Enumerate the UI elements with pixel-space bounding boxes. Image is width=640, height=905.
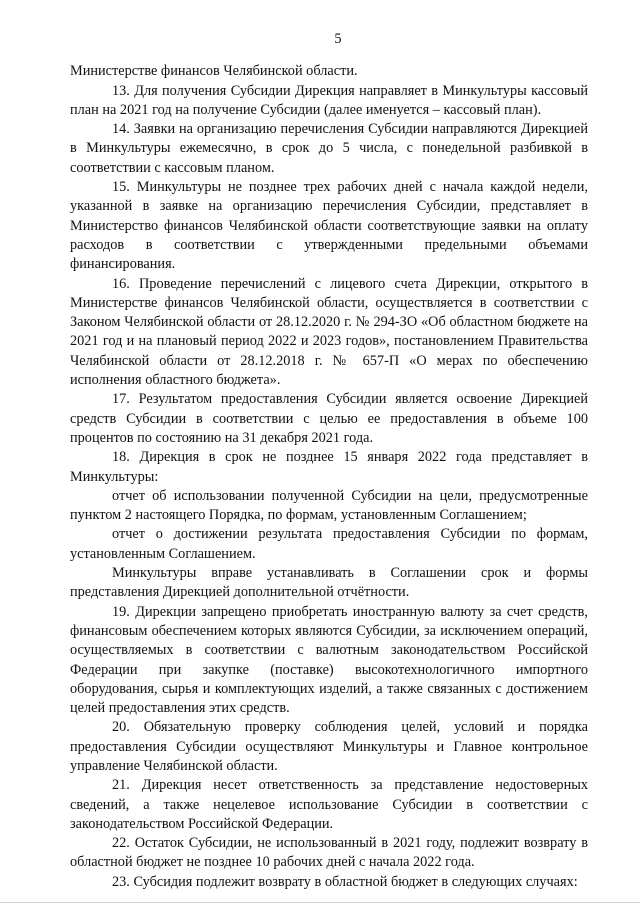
page-number: 5 [334, 31, 342, 47]
paragraph-17: 17. Результатом предоставления Субсидии является освоение Дирекцией средств Субсидии в соответствии с целью ее предоставления в объеме 100 процентов по состоянию на 31 декабря 2021 года. [70, 391, 588, 446]
paragraph-18-report-use: отчет об использовании полученной Субсидии на цели, предусмотренные пунктом 2 настоящего Порядка, по формам, установленным Соглашением; [70, 487, 588, 524]
paragraph-20: 20. Обязательную проверку соблюдения целей, условий и порядка предоставления Субсидии осуществляют Минкультуры и Главное контрольное управление Челябинской области. [70, 719, 588, 774]
paragraph-18-additional: Минкультуры вправе устанавливать в Соглашении срок и формы представления Дирекцией дополнительной отчётности. [70, 565, 588, 601]
paragraph-16: 16. Проведение перечислений с лицевого счета Дирекции, открытого в Министерстве финансов Челябинской области, осуществляется в соответствии с Законом Челябинской области от 28.12.2020 г. № 294-ЗО «Об областном бюджете на 2021 год и на плановый период 2022 и 2023 годов», постановлением Правительства Челябинской области от 28.12.2018 г. № 657-П «О мерах по обеспечению исполнения областного бюджета». [70, 275, 588, 389]
paragraph-14: 14. Заявки на организацию перечисления Субсидии направляются Дирекцией в Минкультуры ежемесячно, в срок до 5 числа, с понедельной разбивкой в соответствии с кассовым планом. [70, 121, 588, 176]
paragraph-23: 23. Субсидия подлежит возврату в областной бюджет в следующих случаях: [112, 873, 578, 890]
paragraph-21: 21. Дирекция несет ответственность за представление недостоверных сведений, а также нецелевое использование Субсидии в соответствии с законодательством Российской Федерации. [70, 777, 588, 832]
page-bottom-rule [0, 902, 640, 903]
paragraph-22: 22. Остаток Субсидии, не использованный в 2021 году, подлежит возврату в областной бюджет не позднее 10 рабочих дней с начала 2022 года. [70, 835, 588, 871]
paragraph-13: 13. Для получения Субсидии Дирекция направляет в Минкультуры кассовый план на 2021 год на получение Субсидии (далее именуется – кассовый план). [70, 82, 588, 118]
paragraph-15: 15. Минкультуры не позднее трех рабочих дней с начала каждой недели, указанной в заявке на организацию перечисления Субсидии, представляет в Министерство финансов Челябинской области соответствующие заявки на оплату расходов в соответствии с утвержденными предельными объемами финансирования. [70, 179, 588, 273]
paragraph-18-report-result: отчет о достижении результата предоставления Субсидии по формам, установленным Соглашением. [70, 526, 588, 562]
paragraph-continuation: Министерстве финансов Челябинской области. [70, 63, 358, 80]
paragraph-18: 18. Дирекция в срок не позднее 15 января 2022 года представляет в Минкультуры: [70, 449, 588, 485]
paragraph-19: 19. Дирекции запрещено приобретать иностранную валюту за счет средств, финансовым обеспечением которых являются Субсидии, за исключением операций, осуществляемых в соответствии с валютным законодательством Российской Федерации при закупке (поставке) высокотехнологичного импортного оборудования, сырья и комплектующих изделий, а также связанных с достижением целей предоставления этих средств. [70, 603, 588, 717]
